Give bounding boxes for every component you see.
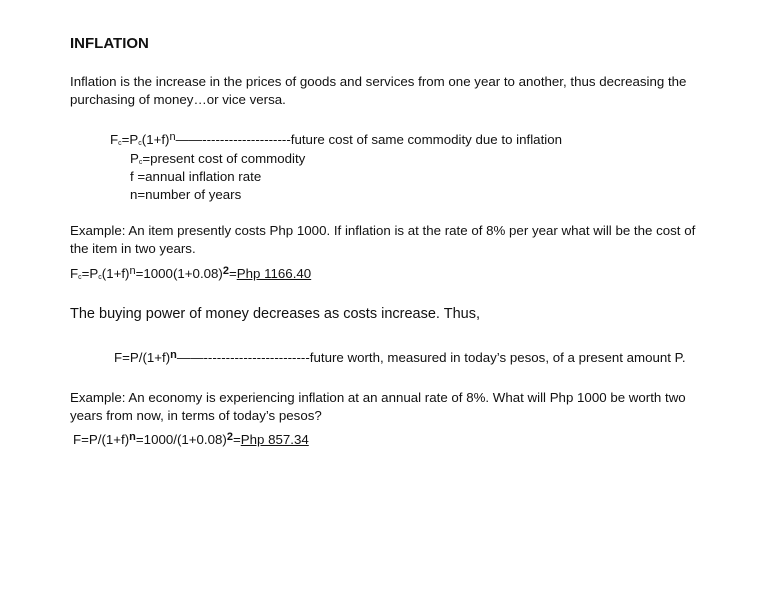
formula1-exp-n: n: [169, 131, 176, 143]
example1-text: Example: An item presently costs Php 1000. If inflation is at the rate of 8% per year what will be the cost of the item in two years.: [70, 223, 696, 256]
ex2-exp-n: n: [129, 431, 136, 443]
formula1-description: future cost of same commodity due to inflation: [290, 132, 563, 147]
future-cost-formula: [110, 131, 562, 149]
ex2-lhs: F=P/(1+f): [73, 432, 130, 447]
ex1-exp-2: 2: [222, 265, 229, 277]
ex2-mid: =1000/(1+0.08): [135, 432, 227, 447]
formula2-exp-n: n: [170, 349, 177, 361]
buying-power-text: The buying power of money decreases as costs increase. Thus,: [70, 306, 480, 322]
formula1-base: (1+f): [141, 132, 170, 147]
formula1-f: F: [110, 132, 119, 147]
ex1-eq: =: [228, 266, 237, 281]
definition-n: n=number of years: [130, 187, 242, 202]
ex1-exp-n: n: [129, 265, 136, 277]
future-worth-formula: [114, 349, 686, 367]
ex2-answer: Php 857.34: [240, 432, 309, 447]
ex1-eq-p: =P: [81, 266, 99, 281]
ex1-sub2: c: [98, 274, 102, 281]
definition-f: f =annual inflation rate: [130, 169, 262, 184]
ex2-exp-2: 2: [226, 431, 233, 443]
def-pc-sub: c: [138, 159, 143, 166]
example1-solution: [70, 265, 311, 283]
ex1-f: F: [70, 266, 79, 281]
formula1-sub-c: c: [118, 140, 122, 147]
definition-pc: [130, 150, 305, 168]
ex1-mid: =1000(1+0.08): [135, 266, 223, 281]
ex1-sub1: c: [78, 274, 82, 281]
formula2-description: future worth, measured in today’s pesos, of a present amount P.: [309, 350, 686, 365]
page-title: INFLATION: [70, 35, 149, 52]
formula1-dashes: ——--------------------: [175, 132, 291, 147]
example2-solution: [73, 431, 309, 449]
intro-paragraph: Inflation is the increase in the prices of goods and services from one year to another, thus decreasing the purchasing of money…or vice versa.: [70, 74, 687, 107]
def-pc-p: P: [130, 151, 139, 166]
formula2-dashes: ——------------------------: [176, 350, 310, 365]
ex2-eq: =: [232, 432, 241, 447]
ex1-answer: Php 1166.40: [236, 266, 312, 281]
def-pc-text: =present cost of commodity: [142, 151, 306, 166]
formula2-lhs: F=P/(1+f): [114, 350, 171, 365]
formula1-sub-c2: c: [138, 140, 142, 147]
ex1-base: (1+f): [101, 266, 130, 281]
formula1-eq-p: =P: [121, 132, 139, 147]
example2-text: Example: An economy is experiencing inflation at an annual rate of 8%. What will Php 1000 be worth two years from now, in terms of today’s pesos?: [70, 390, 686, 423]
